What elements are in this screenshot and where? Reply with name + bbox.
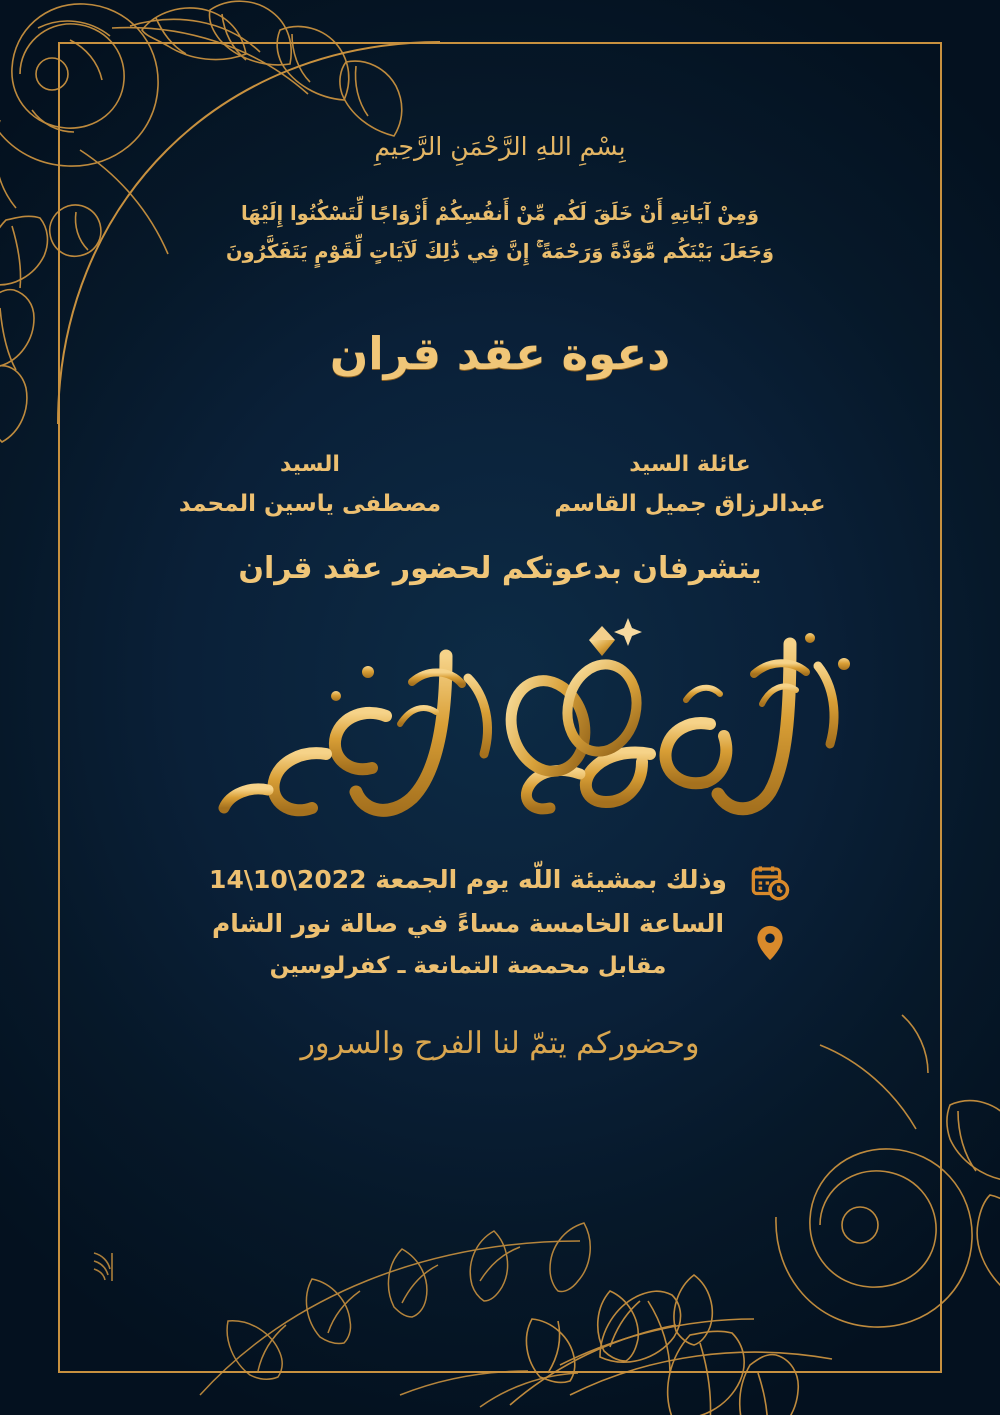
groom-family-name: مصطفى ياسين المحمد <box>178 491 442 518</box>
event-details <box>0 858 1000 986</box>
bride-family-name: عبدالرزاق جميل القاسم <box>554 491 826 518</box>
honour-text: يتشرفان بدعوتكم لحضور عقد قران <box>238 551 762 587</box>
quran-verse-line-1: وَمِنْ آيَاتِهِ أَنْ خَلَقَ لَكُم مِّنْ أَنفُسِكُمْ أَزْوَاجًا لِّتَسْكُنُوا إِلَيْهَا <box>241 202 759 225</box>
bride-family-block <box>530 452 850 517</box>
event-details-text <box>209 858 727 986</box>
bride-family-prefix: عائلة السيد <box>629 452 751 478</box>
event-time-venue: الساعة الخامسة مساءً في صالة نور الشام <box>211 908 725 938</box>
quran-verse-line-2: وَجَعَلَ بَيْنَكُم مَّوَدَّةً وَرَحْمَةً ۚ إِنَّ فِي ذَٰلِكَ لَآيَاتٍ لِّقَوْمٍ يَتَفَكَّرُونَ <box>225 240 775 264</box>
basmala-text: بِسْمِ اللهِ الرَّحْمَنِ الرَّحِيمِ <box>374 132 626 161</box>
event-date: وذلك بمشيئة اللّه يوم الجمعة 2022\10\14 <box>209 865 727 895</box>
groom-name-glyph <box>526 633 850 809</box>
brand-logo-icon <box>86 1247 120 1287</box>
groom-family-prefix: السيد <box>280 452 340 478</box>
invitation-title: دعوة عقد قران <box>329 327 671 381</box>
closing-phrase: وحضوركم يتمّ لنا الفرح والسرور <box>300 1025 700 1061</box>
couple-names-calligraphy <box>0 604 1000 854</box>
event-icons <box>749 858 791 964</box>
families-row <box>150 452 850 517</box>
couple-names-art <box>150 604 850 844</box>
event-address: مقابل محمصة التمانعة ـ كفرلوسين <box>269 952 667 979</box>
calendar-clock-icon <box>749 862 791 904</box>
quran-verse <box>180 195 820 271</box>
groom-family-block <box>150 452 470 517</box>
location-pin-icon <box>749 922 791 964</box>
bride-name-glyph <box>224 656 487 810</box>
